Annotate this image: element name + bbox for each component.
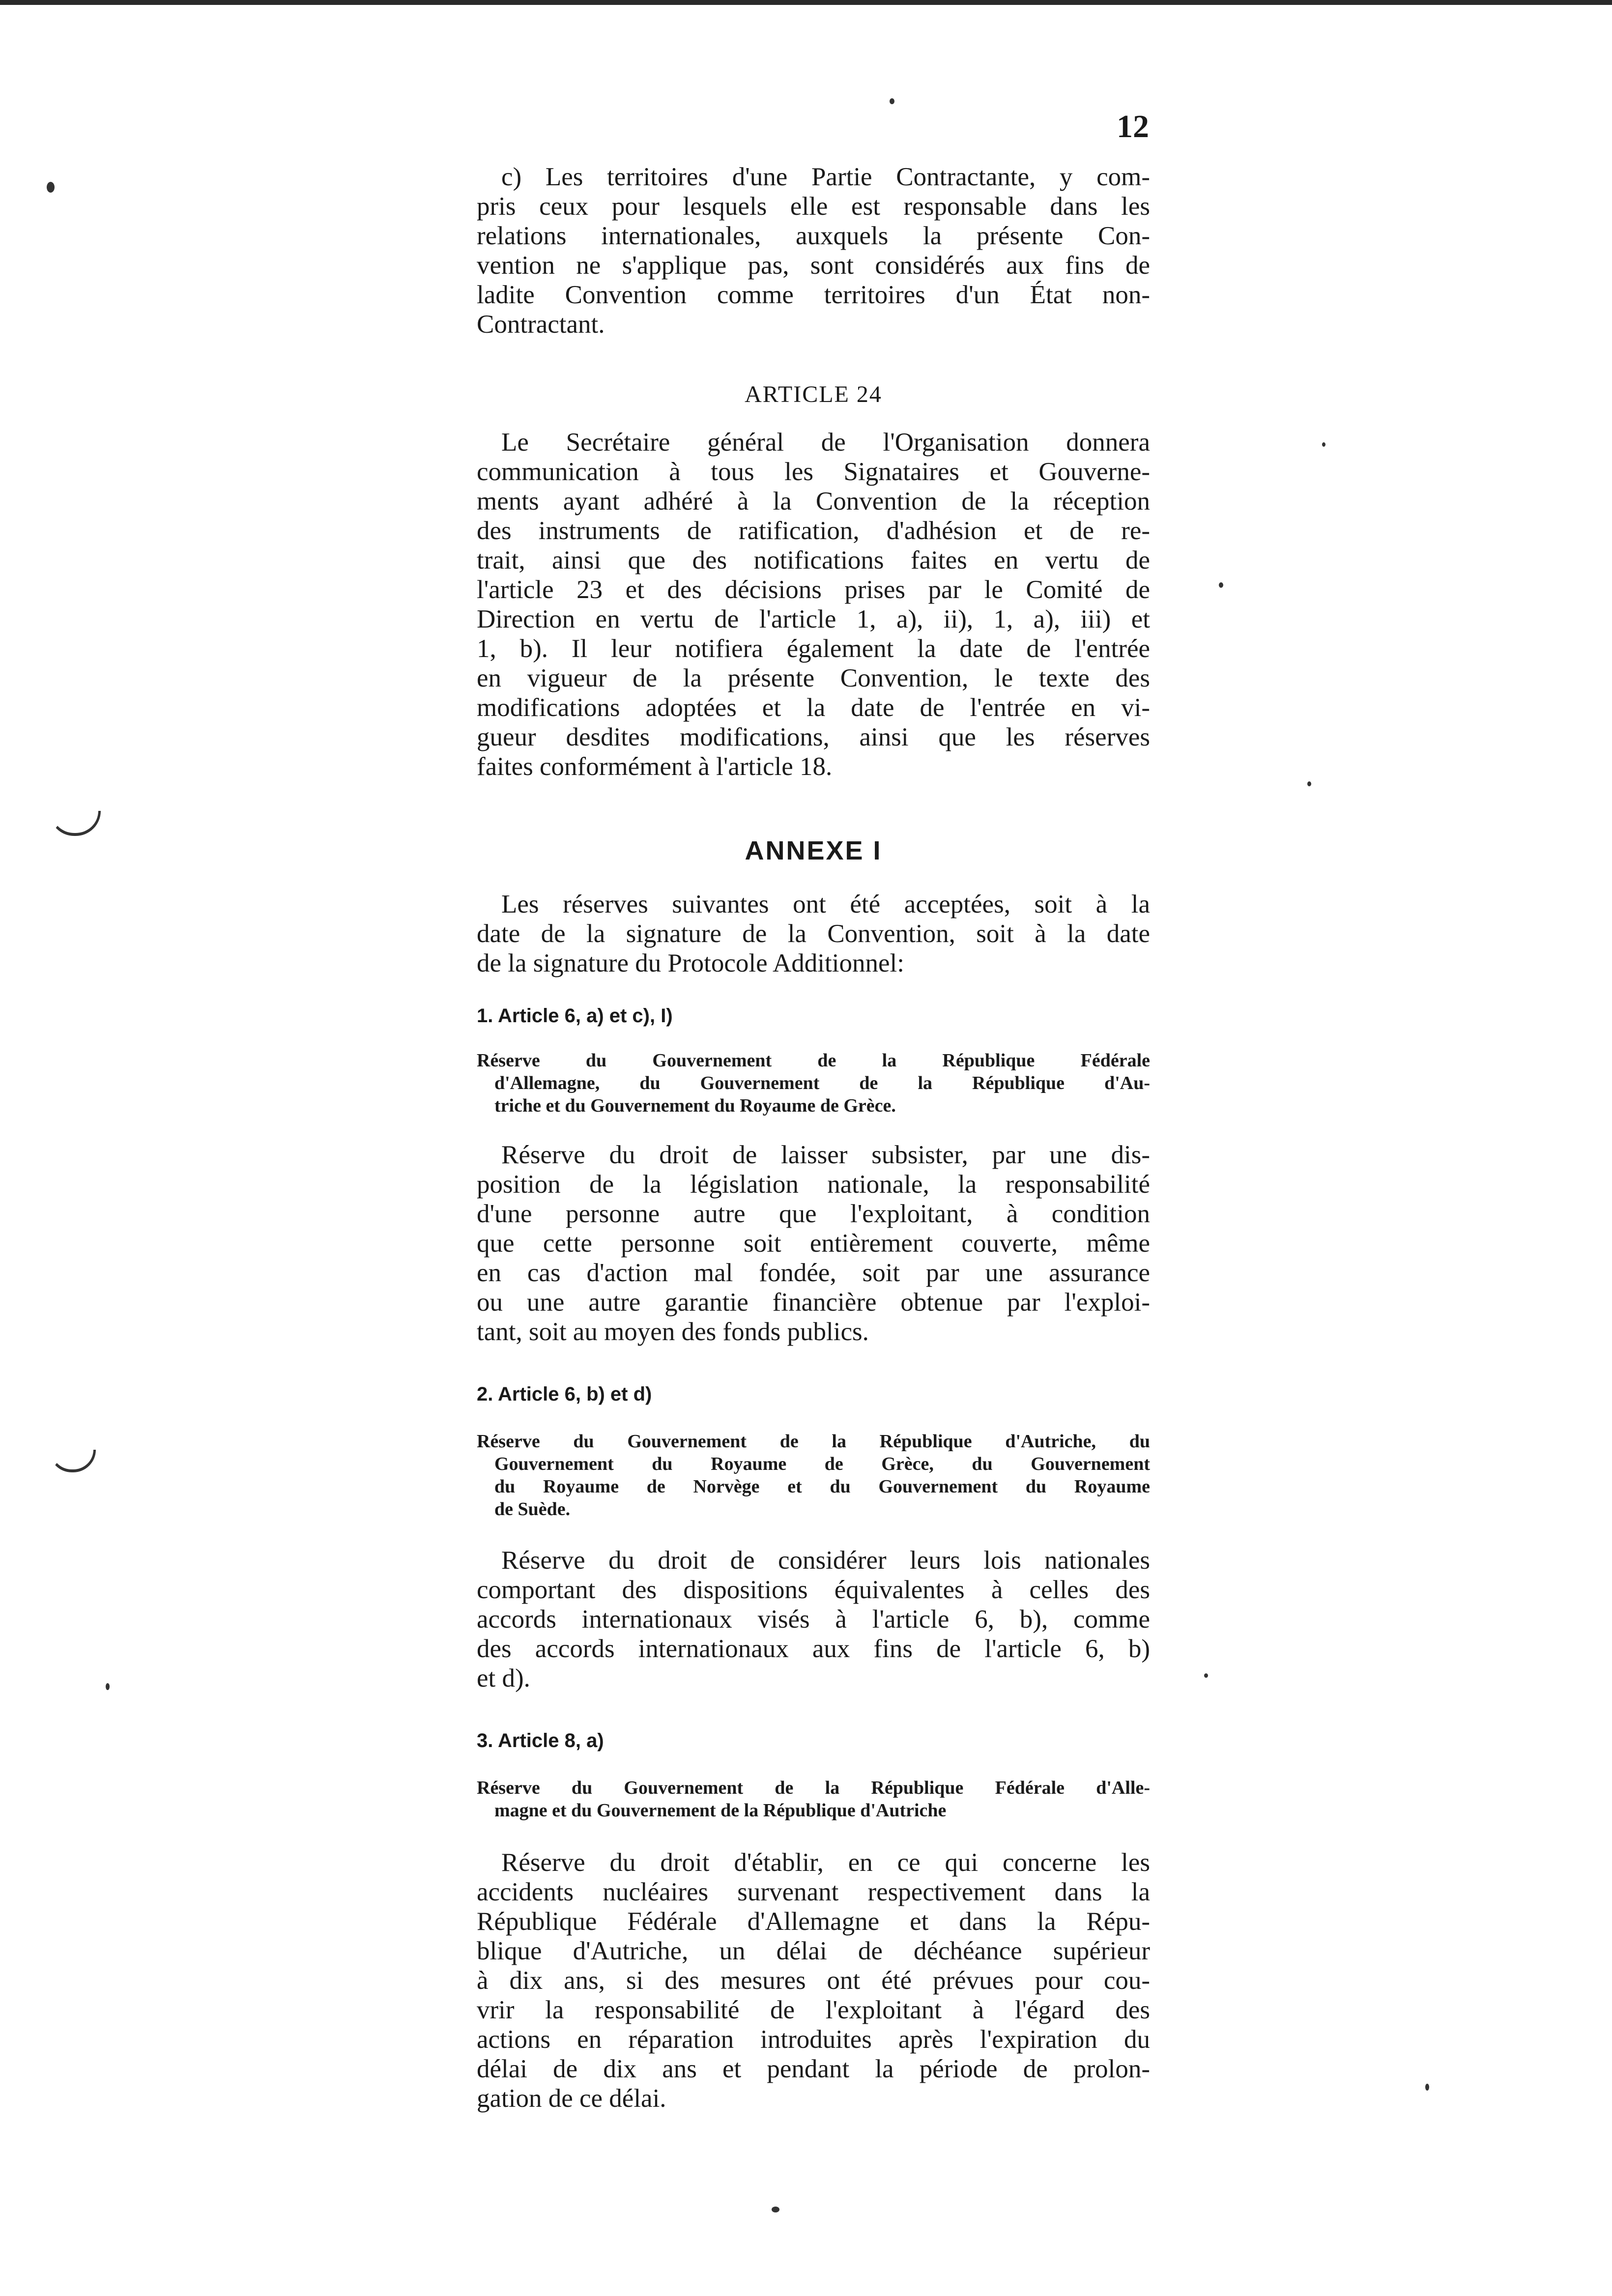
page-top-border: [0, 0, 1612, 5]
reservation-1-heading: 1. Article 6, a) et c), I): [477, 1005, 673, 1027]
text-line: faites conformément à l'article 18.: [477, 752, 833, 781]
reservation-3-heading: 3. Article 8, a): [477, 1730, 604, 1751]
text-line: blique d'Autriche, un délai de déchéance supérieur: [477, 1937, 1150, 1965]
text-line: en vigueur de la présente Convention, le texte des: [477, 664, 1150, 692]
text-line: accidents nucléaires survenant respectivement dans la: [477, 1878, 1150, 1906]
page-number: 12: [1117, 109, 1149, 144]
text-line: délai de dix ans et pendant la période de prolon-: [477, 2055, 1150, 2083]
text-line: triche et du Gouvernement du Royaume de Grèce.: [494, 1095, 896, 1116]
reservation-2-governments: [477, 1430, 1150, 1521]
scan-speck: [1322, 442, 1325, 447]
text-line: c) Les territoires d'une Partie Contractante, y com-: [501, 163, 1150, 191]
text-line: modifications adoptées et la date de l'entrée en vi-: [477, 693, 1150, 722]
text-line: des instruments de ratification, d'adhésion et de re-: [477, 517, 1150, 545]
scan-speck: [772, 2207, 779, 2212]
text-line: tant, soit au moyen des fonds publics.: [477, 1318, 869, 1346]
reservation-3-text: [477, 1848, 1150, 2113]
text-line: gation de ce délai.: [477, 2084, 666, 2113]
text-line: de la signature du Protocole Additionnel:: [477, 949, 904, 977]
text-line: d'Allemagne, du Gouvernement de la République d'Au-: [494, 1073, 1150, 1093]
reservation-1-text: [477, 1140, 1150, 1347]
annex-title: ANNEXE I: [745, 836, 882, 865]
scan-speck: [1425, 2084, 1429, 2091]
text-line: de Suède.: [494, 1499, 571, 1520]
scan-speck: [1307, 781, 1311, 786]
text-line: ments ayant adhéré à la Convention de la réception: [477, 487, 1150, 516]
reservation-2-text: [477, 1546, 1150, 1693]
text-line: Le Secrétaire général de l'Organisation donnera: [501, 428, 1150, 457]
text-line: accords internationaux visés à l'article 6, b), comme: [477, 1605, 1150, 1634]
text-line: relations internationales, auxquels la présente Con-: [477, 222, 1150, 250]
paragraph-c: [477, 162, 1150, 339]
text-line: ou une autre garantie financière obtenue par l'exploi-: [477, 1288, 1150, 1317]
text-line: vrir la responsabilité de l'exploitant à l'égard des: [477, 1996, 1150, 2024]
scan-speck: [106, 1683, 110, 1690]
text-line: Réserve du droit de considérer leurs lois nationales: [501, 1546, 1150, 1575]
scan-speck: [1219, 582, 1223, 588]
scan-mark: [49, 1450, 96, 1472]
text-line: 1, b). Il leur notifiera également la date de l'entrée: [477, 634, 1150, 663]
text-line: à dix ans, si des mesures ont été prévues pour cou-: [477, 1966, 1150, 1995]
reservation-2-heading: 2. Article 6, b) et d): [477, 1383, 652, 1405]
text-line: communication à tous les Signataires et Gouverne-: [477, 458, 1150, 486]
text-line: du Royaume de Norvège et du Gouvernement du Royaume: [494, 1476, 1150, 1497]
text-line: pris ceux pour lesquels elle est responsable dans les: [477, 192, 1150, 221]
text-line: Réserve du Gouvernement de la République d'Autriche, du: [477, 1431, 1150, 1452]
text-line: des accords internationaux aux fins de l'article 6, b): [477, 1635, 1150, 1663]
text-line: Réserve du droit d'établir, en ce qui concerne les: [501, 1848, 1150, 1877]
text-line: Réserve du droit de laisser subsister, par une dis-: [501, 1141, 1150, 1169]
text-line: ladite Convention comme territoires d'un État non-: [477, 281, 1150, 309]
scan-speck: [1204, 1673, 1208, 1678]
text-line: Direction en vertu de l'article 1, a), ii), 1, a), iii) et: [477, 605, 1150, 633]
text-line: vention ne s'applique pas, sont considérés aux fins de: [477, 251, 1150, 280]
text-line: que cette personne soit entièrement couverte, même: [477, 1229, 1150, 1258]
text-line: République Fédérale d'Allemagne et dans la Répu-: [477, 1907, 1150, 1936]
scan-speck: [47, 182, 55, 193]
text-line: gueur desdites modifications, ainsi que les réserves: [477, 723, 1150, 751]
text-line: Contractant.: [477, 310, 605, 339]
text-line: en cas d'action mal fondée, soit par une assurance: [477, 1259, 1150, 1287]
article-24-heading: ARTICLE 24: [745, 381, 882, 407]
text-line: l'article 23 et des décisions prises par le Comité de: [477, 575, 1150, 604]
text-line: Réserve du Gouvernement de la République Fédérale: [477, 1050, 1150, 1071]
annex-intro: [477, 890, 1150, 978]
scan-mark: [49, 811, 101, 836]
text-line: Les réserves suivantes ont été acceptées, soit à la: [501, 890, 1150, 918]
text-line: comportant des dispositions équivalentes à celles des: [477, 1576, 1150, 1604]
text-line: Gouvernement du Royaume de Grèce, du Gouvernement: [494, 1454, 1150, 1474]
text-line: position de la législation nationale, la responsabilité: [477, 1170, 1150, 1199]
text-line: d'une personne autre que l'exploitant, à condition: [477, 1200, 1150, 1228]
text-line: magne et du Gouvernement de la République d'Autriche: [494, 1800, 947, 1821]
reservation-1-governments: [477, 1049, 1150, 1117]
text-line: trait, ainsi que des notifications faites en vertu de: [477, 546, 1150, 574]
text-line: actions en réparation introduites après l'expiration du: [477, 2025, 1150, 2054]
text-line: Réserve du Gouvernement de la République Fédérale d'Alle-: [477, 1778, 1150, 1798]
reservation-3-governments: [477, 1777, 1150, 1822]
article-24-body: [477, 428, 1150, 781]
scan-speck: [890, 98, 894, 104]
text-line: date de la signature de la Convention, soit à la date: [477, 919, 1150, 948]
text-line: et d).: [477, 1664, 530, 1693]
